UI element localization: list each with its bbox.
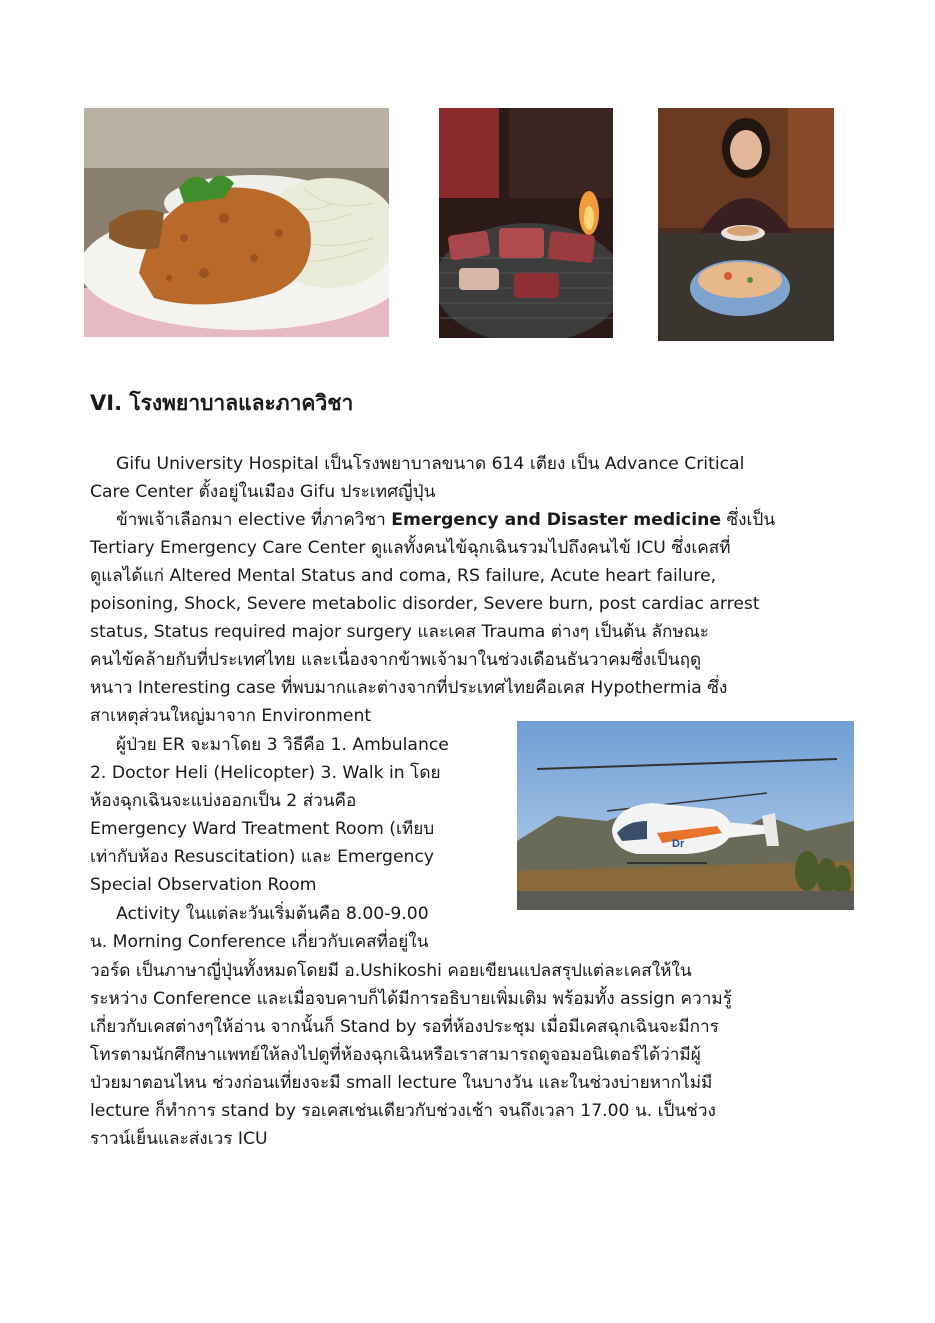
woman-with-ramen-photo — [658, 108, 834, 341]
p4-line-2: น. Morning Conference เกี่ยวกับเคสที่อยู่ใน — [90, 932, 429, 952]
p3-line-4: Emergency Ward Treatment Room (เทียบ — [90, 819, 435, 839]
p2-line-6: คนไข้คล้ายกับที่ประเทศไทย และเนื่องจากข้าพเจ้ามาในช่วงเดือนธันวาคมซึ่งเป็นฤดู — [90, 650, 702, 670]
p2-line-1 — [116, 506, 775, 534]
p4-line-7: ป่วยมาตอนไหน ช่วงก่อนเที่ยงจะมี small lecture ในบางวัน และในช่วงบ่ายหากไม่มี — [90, 1073, 713, 1093]
p3-line-1: ผู้ป่วย ER จะมาโดย 3 วิธีคือ 1. Ambulance — [116, 735, 449, 755]
p3-line-2: 2. Doctor Heli (Helicopter) 3. Walk in โดย — [90, 763, 441, 783]
p4-line-6: โทรตามนักศึกษาแพทย์ให้ลงไปดูที่ห้องฉุกเฉินหรือเราสามารถดูจอมอนิเตอร์ได้ว่ามีผู้ — [90, 1045, 701, 1065]
heli-logo-text: Dr — [672, 838, 685, 850]
p4-line-4: ระหว่าง Conference และเมื่อจบคาบก็ได้มีการอธิบายเพิ่มเติม พร้อมทั้ง assign ความรู้ — [90, 989, 732, 1009]
section-heading: VI. โรงพยาบาลและภาควิชา — [90, 391, 354, 415]
p2-line-8: สาเหตุส่วนใหญ่มาจาก Environment — [90, 706, 372, 726]
fried-cutlet-plate-photo — [84, 108, 389, 337]
p1-line-2: Care Center ตั้งอยู่ในเมือง Gifu ประเทศญี่ปุ่น — [90, 482, 436, 502]
p4-line-3: วอร์ด เป็นภาษาญี่ปุ่นทั้งหมดโดยมี อ.Ushikoshi คอยเขียนแปลสรุปแต่ละเคสให้ใน — [90, 961, 692, 981]
p2-line-3: ดูแลได้แก่ Altered Mental Status and coma, RS failure, Acute heart failure, — [90, 566, 717, 586]
p4-line-5: เกี่ยวกับเคสต่างๆให้อ่าน จากนั้นก็ Stand by รอที่ห้องประชุม เมื่อมีเคสฉุกเฉินจะมีการ — [90, 1017, 719, 1037]
yakiniku-grill-photo — [439, 108, 613, 338]
doctor-helicopter-photo — [517, 721, 854, 910]
p3-line-6: Special Observation Room — [90, 875, 317, 895]
p3-line-3: ห้องฉุกเฉินจะแบ่งออกเป็น 2 ส่วนคือ — [90, 791, 357, 811]
p2-line-4: poisoning, Shock, Severe metabolic disorder, Severe burn, post cardiac arrest — [90, 594, 760, 614]
p4-line-1: Activity ในแต่ละวันเริ่มต้นคือ 8.00-9.00 — [116, 904, 429, 924]
p2-line-1-bold: Emergency and Disaster medicine — [391, 510, 722, 530]
p2-line-1-a: ข้าพเจ้าเลือกมา elective ที่ภาควิชา — [116, 510, 392, 530]
p2-line-7: หนาว Interesting case ที่พบมากและต่างจากที่ประเทศไทยคือเคส Hypothermia ซึ่ง — [90, 678, 728, 698]
p2-line-5: status, Status required major surgery และเคส Trauma ต่างๆ เป็นต้น ลักษณะ — [90, 622, 709, 642]
p3-line-5: เท่ากับห้อง Resuscitation) และ Emergency — [90, 847, 435, 867]
p4-line-8: lecture ก็ทำการ stand by รอเคสเช่นเดียวกับช่วงเช้า จนถึงเวลา 17.00 น. เป็นช่วง — [90, 1101, 716, 1121]
p1-line-1: Gifu University Hospital เป็นโรงพยาบาลขนาด 614 เตียง เป็น Advance Critical — [116, 454, 745, 474]
p4-line-9: ราวน์เย็นและส่งเวร ICU — [90, 1129, 268, 1149]
p2-line-1-b: ซึ่งเป็น — [721, 510, 776, 530]
p2-line-2: Tertiary Emergency Care Center ดูแลทั้งคนไข้ฉุกเฉินรวมไปถึงคนไข้ ICU ซึ่งเคสที่ — [90, 538, 731, 558]
